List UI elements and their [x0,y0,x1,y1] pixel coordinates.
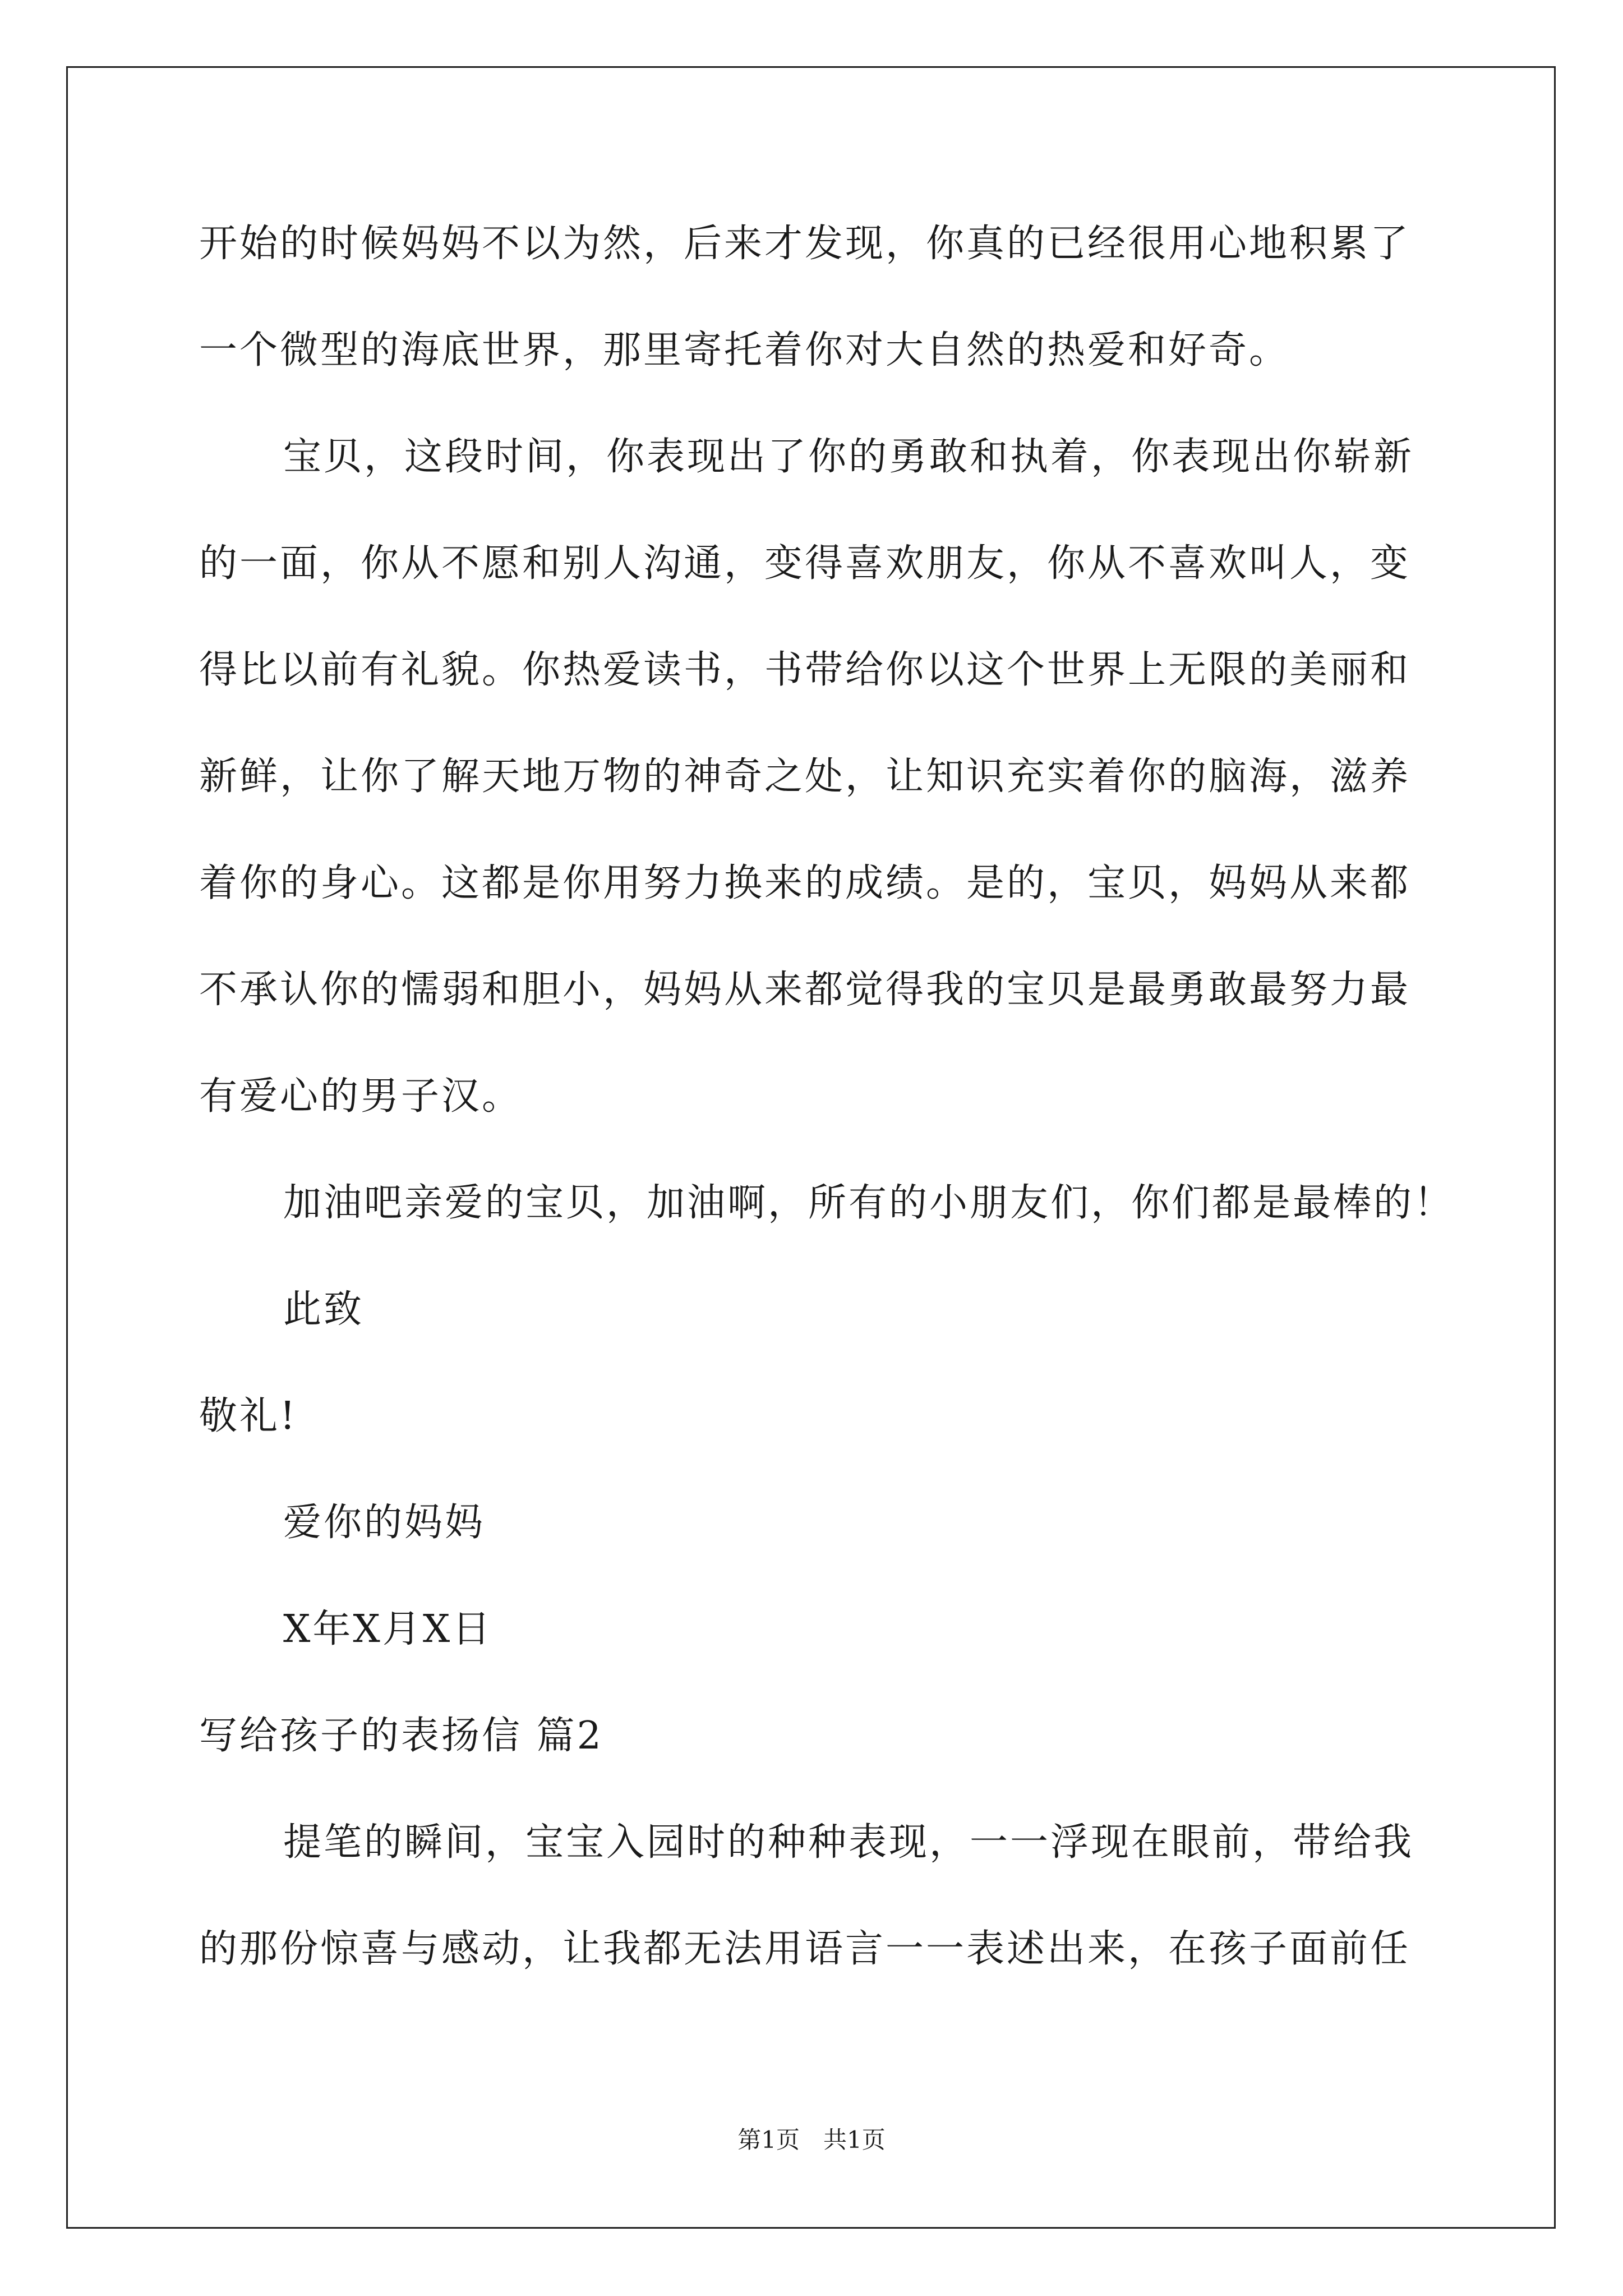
text-line: 有爱心的男子汉。 [199,1074,523,1119]
text-line: 的一面，你从不愿和别人沟通，变得喜欢朋友，你从不喜欢叫人，变 [199,541,1411,586]
text-line: 宝贝，这段时间，你表现出了你的勇敢和执着，你表现出你崭新 [283,435,1414,479]
closing-regards: 敬礼! [199,1394,298,1438]
text-line: 一个微型的海底世界，那里寄托着你对大自然的热爱和好奇。 [199,328,1290,372]
text-line: 得比以前有礼貌。你热爱读书，书带给你以这个世界上无限的美丽和 [199,648,1411,692]
text-line: 开始的时候妈妈不以为然，后来才发现，你真的已经很用心地积累了 [199,222,1411,266]
text-line: 提笔的瞬间，宝宝入园时的种种表现，一一浮现在眼前，带给我 [283,1820,1414,1865]
section-heading: 写给孩子的表扬信 篇2 [199,1714,603,1758]
page-number-footer: 第1页 共1页 [737,2126,886,2154]
date-line: X年X月X日 [283,1607,493,1651]
text-line: 着你的身心。这都是你用努力换来的成绩。是的，宝贝，妈妈从来都 [199,861,1411,905]
page-border [66,66,1556,2229]
closing-salutation: 此致 [283,1287,365,1332]
signature: 爱你的妈妈 [283,1501,486,1545]
text-line: 加油吧亲爱的宝贝，加油啊，所有的小朋友们，你们都是最棒的！ [283,1181,1455,1225]
text-line: 的那份惊喜与感动，让我都无法用语言一一表述出来，在孩子面前任 [199,1927,1411,1971]
text-line: 不承认你的懦弱和胆小，妈妈从来都觉得我的宝贝是最勇敢最努力最 [199,968,1411,1012]
text-line: 新鲜，让你了解天地万物的神奇之处，让知识充实着你的脑海，滋养 [199,754,1411,799]
